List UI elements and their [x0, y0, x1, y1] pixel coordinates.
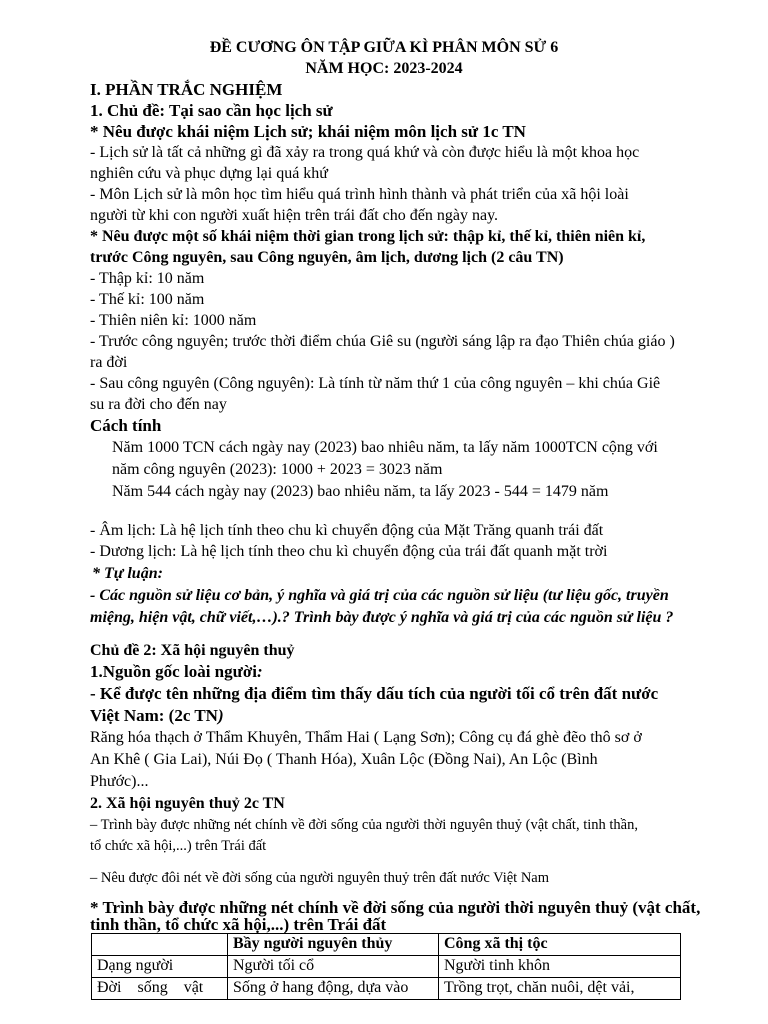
table-cell: Đời sống vật [92, 978, 228, 1000]
objective-sites-text: Việt Nam: (2c TN [90, 706, 218, 725]
document-title: ĐỀ CƯƠNG ÔN TẬP GIỮA KÌ PHÂN MÔN SỬ 6 [209, 39, 559, 56]
century-definition: - Thế kỉ: 100 năm [90, 291, 205, 308]
history-subject-line-1: - Môn Lịch sử là môn học tìm hiểu quá trình hình thành và phát triển của xã hội loài [90, 186, 629, 203]
decade-definition: - Thập kỉ: 10 năm [90, 270, 205, 287]
objective-sites-paren: ) [217, 706, 224, 725]
sites-line-2: An Khê ( Gia Lai), Núi Đọ ( Thanh Hóa), Xuân Lộc (Đồng Nai), An Lộc (Bình [90, 751, 598, 768]
table-cell: Người tối cổ [228, 956, 439, 978]
table-row [92, 978, 681, 1000]
table-row [92, 956, 681, 978]
history-subject-line-2: người từ khi con người xuất hiện trên trái đất cho đến ngày nay. [90, 207, 499, 224]
table-cell: Người tinh khôn [439, 956, 681, 978]
sites-line-1: Răng hóa thạch ở Thẩm Khuyên, Thẩm Hai ( Lạng Sơn); Công cụ đá ghè đẽo thô sơ ở [90, 729, 642, 746]
ad-definition-line-2: su ra đời cho đến nay [90, 396, 227, 413]
calculation-example-1-line-1: Năm 1000 TCN cách ngày nay (2023) bao nhiêu năm, ta lấy năm 1000TCN cộng với [112, 439, 658, 456]
essay-label: * Tự luận: [92, 565, 163, 582]
lunar-calendar-definition: - Âm lịch: Là hệ lịch tính theo chu kì chuyển động của Mặt Trăng quanh trái đất [90, 522, 604, 539]
table-header-cell [92, 934, 228, 956]
essay-question-line-1: - Các nguồn sử liệu cơ bản, ý nghĩa và giá trị của các nguồn sử liệu (tư liệu gốc, truyền [90, 587, 669, 604]
ad-definition-line-1: - Sau công nguyên (Công nguyên): Là tính từ năm thứ 1 của công nguyên – khi chúa Giê [90, 375, 661, 392]
sites-line-3: Phước)... [90, 773, 149, 790]
origin-of-humans-text: 1.Nguồn gốc loài người [90, 662, 257, 681]
objective-sites-line-2 [90, 706, 224, 726]
bc-definition-line-2: ra đời [90, 354, 128, 371]
objective-time-concepts-line-1: * Nêu được một số khái niệm thời gian trong lịch sử: thập kỉ, thế kỉ, thiên niên kỉ, [90, 228, 646, 245]
solar-calendar-definition: - Dương lịch: Là hệ lịch tính theo chu kì chuyển động của trái đất quanh mặt trời [90, 543, 608, 560]
primitive-life-heading-line-1: * Trình bày được những nét chính về đời sống của người thời nguyên thuỷ (vật chất, [90, 898, 701, 917]
comparison-table [91, 933, 681, 1000]
calculation-example-1-line-2: năm công nguyên (2023): 1000 + 2023 = 3023 năm [112, 461, 443, 478]
table-header-cell: Bầy người nguyên thủy [228, 934, 439, 956]
calculation-heading: Cách tính [90, 416, 162, 435]
topic-2-heading: Chủ đề 2: Xã hội nguyên thuỷ [90, 642, 295, 659]
table-cell: Trồng trọt, chăn nuôi, dệt vải, [439, 978, 681, 1000]
essay-question-line-2: miệng, hiện vật, chữ viết,…).? Trình bày được ý nghĩa và giá trị của các nguồn sử liệu ? [90, 609, 674, 626]
calculation-example-2: Năm 544 cách ngày nay (2023) bao nhiêu năm, ta lấy 2023 - 544 = 1479 năm [112, 483, 609, 500]
objective-vietnam-primitive-life: – Nêu được đôi nét về đời sống của người nguyên thuỷ trên đất nước Việt Nam [90, 870, 550, 886]
objective-sites-line-1: - Kể được tên những địa điểm tìm thấy dấu tích của người tối cổ trên đất nước [90, 684, 659, 703]
objective-history-concept: * Nêu được khái niệm Lịch sử; khái niệm môn lịch sử 1c TN [90, 122, 526, 141]
primitive-society-heading: 2. Xã hội nguyên thuỷ 2c TN [90, 795, 285, 812]
bc-definition-line-1: - Trước công nguyên; trước thời điểm chúa Giê su (người sáng lập ra đạo Thiên chúa giáo ) [90, 333, 675, 350]
objective-time-concepts-line-2: trước Công nguyên, sau Công nguyên, âm lịch, dương lịch (2 câu TN) [90, 249, 564, 266]
topic-1-heading: 1. Chủ đề: Tại sao cần học lịch sử [90, 101, 333, 120]
table-header-cell: Công xã thị tộc [439, 934, 681, 956]
origin-of-humans-colon: : [256, 662, 263, 681]
section-heading-multiple-choice: I. PHẦN TRẮC NGHIỆM [90, 80, 283, 99]
origin-of-humans-heading [90, 662, 263, 682]
history-definition-line-2: nghiên cứu và phục dựng lại quá khứ [90, 165, 328, 182]
table-header-row [92, 934, 681, 956]
millennium-definition: - Thiên niên kỉ: 1000 năm [90, 312, 257, 329]
objective-primitive-life-line-2: tổ chức xã hội,...) trên Trái đất [90, 838, 267, 854]
school-year: NĂM HỌC: 2023-2024 [305, 60, 463, 77]
table-cell: Dạng người [92, 956, 228, 978]
history-definition-line-1: - Lịch sử là tất cả những gì đã xảy ra trong quá khứ và còn được hiểu là một khoa học [90, 144, 640, 161]
table-cell: Sống ở hang động, dựa vào [228, 978, 439, 1000]
primitive-life-heading-line-2: tinh thần, tổ chức xã hội,...) trên Trái đất [90, 915, 387, 934]
objective-primitive-life-line-1: – Trình bày được những nét chính về đời sống của người thời nguyên thuỷ (vật chất, tinh thần, [90, 817, 638, 833]
